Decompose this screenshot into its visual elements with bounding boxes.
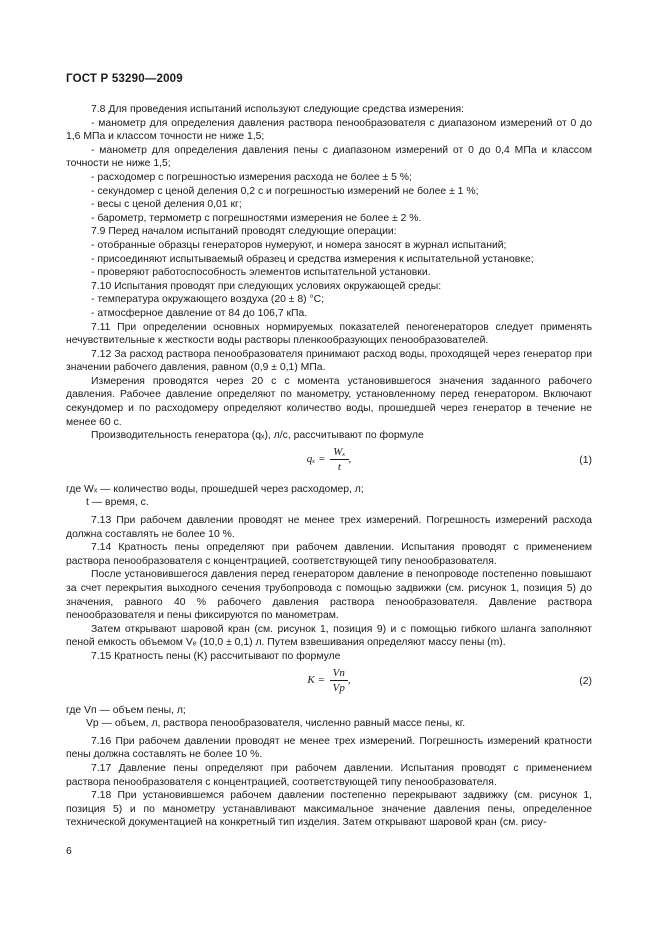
formula-1-legend bbox=[66, 483, 592, 510]
paragraph: 7.9 Перед началом испытаний проводят следующие операции: bbox=[91, 226, 397, 238]
paragraph: - барометр, термометр с погрешностями измерения не более ± 2 %. bbox=[91, 212, 422, 224]
paragraph: 7.10 Испытания проводят при следующих условиях окружающей среды: bbox=[91, 280, 442, 292]
paragraph: После установившегося давления перед генератором давление в пенопроводе постепенно повышают за счет перекрытия выходного сечения трубопровода с помощью задвижки (см. рисунок 1, позиция 5) до значения, равного 40 % рабочего давления раствора пенообразователя. Давление раствора пенообразователя и пены фиксируются по манометрам. bbox=[66, 569, 592, 622]
paragraph: - присоединяют испытываемый образец и средства измерения к испытательной установке; bbox=[91, 253, 534, 265]
section-7-13-to-7-15 bbox=[66, 514, 592, 664]
formula-2-number: (2) bbox=[579, 675, 592, 687]
paragraph: - атмосферное давление от 84 до 106,7 кПа. bbox=[91, 307, 308, 319]
paragraph: - секундомер с ценой деления 0,2 с и погрешностью измерений не более ± 1 %; bbox=[91, 185, 479, 197]
paragraph: 7.8 Для проведения испытаний используют следующие средства измерения: bbox=[91, 104, 465, 115]
paragraph: - отобранные образцы генераторов нумеруют, и номера заносят в журнал испытаний; bbox=[91, 239, 507, 251]
paragraph: - температура окружающего воздуха (20 ± 8) °С; bbox=[91, 294, 325, 306]
formula-1 bbox=[66, 443, 592, 483]
legend-line: где Wₓ — количество воды, прошедшей через расходомер, л; bbox=[66, 483, 364, 495]
paragraph: - расходомер с погрешностью измерения расхода не более ± 5 %; bbox=[91, 171, 412, 183]
paragraph: Затем открывают шаровой кран (см. рисунок 1, позиция 9) и с помощью гибкого шланга заполняют пеной емкость объемом Vₑ (10,0 ± 0,1) л. Путем взвешивания определяют массу пены (m). bbox=[66, 623, 592, 649]
formula-2-tail: , bbox=[347, 673, 351, 686]
legend-line: где Vп — объем пены, л; bbox=[66, 704, 186, 716]
formula-1-denominator: t bbox=[337, 460, 341, 473]
section-7-16-to-7-18 bbox=[66, 735, 592, 830]
formula-2-numerator: Vп bbox=[330, 666, 348, 681]
paragraph: Производительность генератора (qₓ), л/с, рассчитывают по формуле bbox=[91, 430, 424, 442]
formula-1-lhs: qₓ = bbox=[306, 452, 326, 465]
section-7-8-to-7-12 bbox=[66, 103, 592, 443]
document-header: ГОСТ Р 53290—2009 bbox=[66, 73, 183, 85]
paragraph: 7.14 Кратность пены определяют при рабочем давлении. Испытания проводят с применением раствора пенообразователя с концентрацией, соответствующей типу пенообразователя. bbox=[66, 542, 592, 567]
page-number: 6 bbox=[66, 845, 72, 857]
formula-1-numerator: Wₓ bbox=[330, 445, 348, 460]
formula-2-lhs: K = bbox=[307, 673, 325, 686]
legend-line: t — время, с. bbox=[86, 497, 149, 509]
paragraph: 7.18 При установившемся рабочем давлении постепенно перекрывают задвижку (см. рисунок 1, позиция 5) и по манометру устанавливают максимальное значение давления пены, определенное технической документацией на конкретный тип изделия. Затем открывают шаровой кран (см. рису- bbox=[66, 790, 592, 829]
formula-2 bbox=[66, 664, 592, 704]
formula-1-tail: , bbox=[348, 452, 352, 465]
paragraph: Измерения проводятся через 20 с с момента установившегося значения заданного рабочего давления. Рабочее давление определяют по манометру, установленному перед генератором. Включают секундомер и по расходомеру определяют количество воды, прошедшей через генератор в течение не менее 60 с. bbox=[66, 375, 592, 428]
paragraph: - манометр для определения давления пены с диапазоном измерений от 0 до 0,4 МПа и классом точности не ниже 1,5; bbox=[66, 144, 592, 170]
formula-2-legend bbox=[66, 704, 592, 731]
paragraph: 7.11 При определении основных нормируемых показателей пеногенераторов следует применять нечувствительные к жесткости воды растворы пленкообразующих пенообразователей. bbox=[66, 321, 592, 347]
legend-line: Vр — объем, л, раствора пенообразователя, численно равный массе пены, кг. bbox=[86, 718, 466, 730]
paragraph: 7.17 Давление пены определяют при рабочем давлении. Испытания проводят с применением раствора пенообразователя с концентрацией, соответствующей типу пенообразователя. bbox=[66, 762, 592, 788]
paragraph: - весы с ценой деления 0,01 кг; bbox=[91, 199, 242, 211]
paragraph: 7.13 При рабочем давлении проводят не менее трех измерений. Погрешность измерений расхода должна составлять не более 10 %. bbox=[66, 515, 592, 540]
paragraph: 7.16 При рабочем давлении проводят не менее трех измерений. Погрешность измерений кратности пены должна составлять не более 10 %. bbox=[66, 735, 592, 761]
paragraph: - проверяют работоспособность элементов испытательной установки. bbox=[91, 267, 431, 279]
formula-1-number: (1) bbox=[579, 454, 592, 466]
document-body bbox=[66, 103, 592, 830]
paragraph: 7.15 Кратность пены (K) рассчитывают по формуле bbox=[91, 650, 341, 662]
paragraph: 7.12 За расход раствора пенообразователя принимают расход воды, проходящей через генератор при значении рабочего давления, равном (0,9 ± 0,1) МПа. bbox=[66, 348, 592, 374]
formula-2-denominator: Vр bbox=[332, 681, 345, 694]
paragraph: - манометр для определения давления раствора пенообразователя с диапазоном измерений от 0 до 1,6 МПа и классом точности не ниже 1,5; bbox=[66, 117, 592, 143]
